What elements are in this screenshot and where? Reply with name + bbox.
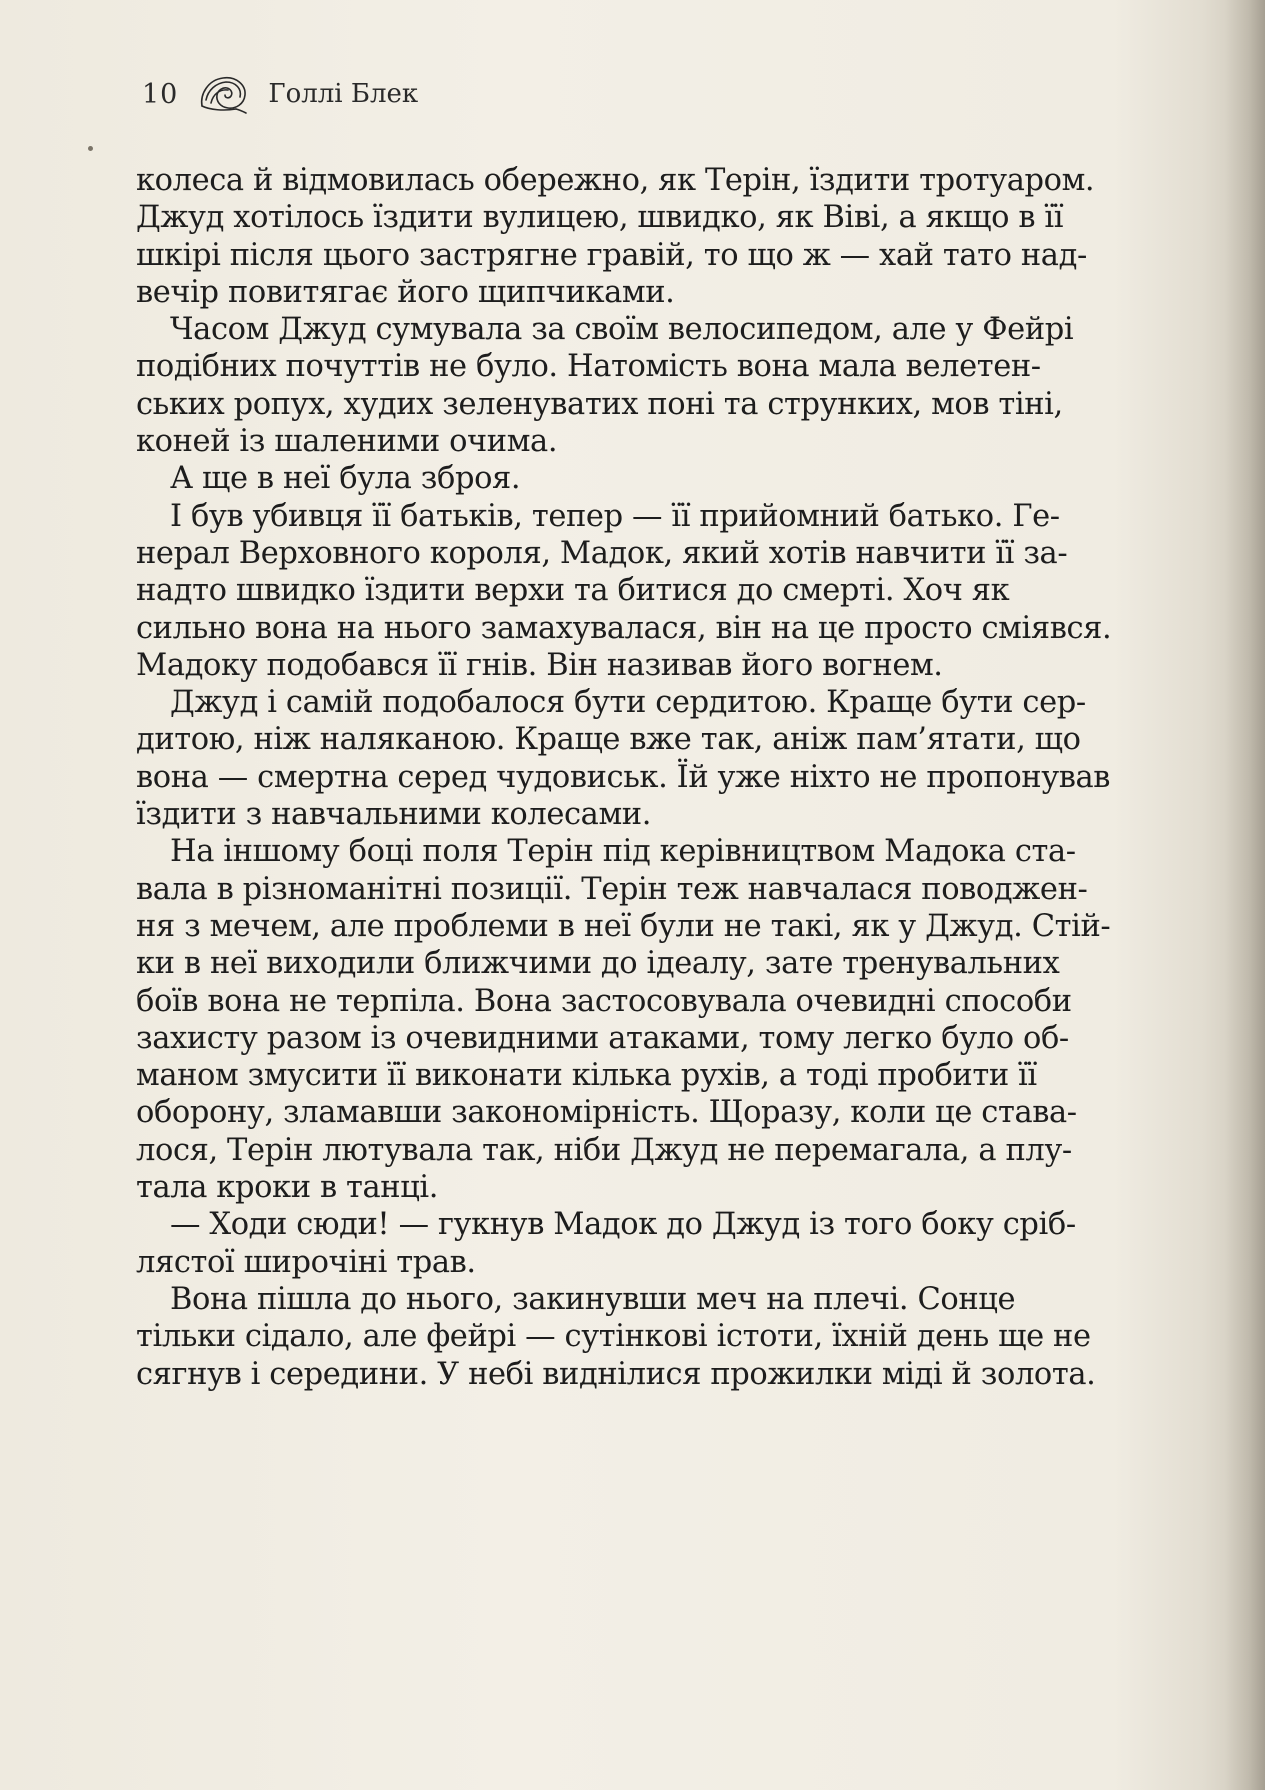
text-line: сильно вона на нього замахувалася, він на це просто сміявся. xyxy=(136,610,1112,646)
text-line: тільки сідало, але фейрі — сутінкові істоти, їхній день ще не xyxy=(136,1319,1091,1355)
text-line: вала в різноманітні позиції. Терін теж навчалася поводжен- xyxy=(136,871,1088,907)
text-line: надто швидко їздити верхи та битися до смерті. Хоч як xyxy=(136,573,1010,609)
text-line: ня з мечем, але проблеми в неї були не такі, як у Джуд. Стій- xyxy=(136,908,1111,944)
text-line: оборону, зламавши закономірність. Щоразу, коли це става- xyxy=(136,1095,1077,1131)
text-line: сягнув і середини. У небі виднілися прожилки міді й золота. xyxy=(136,1356,1096,1392)
spine-shadow xyxy=(1225,0,1265,1790)
text-line: вечір повитягає його щипчиками. xyxy=(136,274,675,310)
text-line: захисту разом із очевидними атаками, тому легко було об- xyxy=(136,1020,1069,1056)
text-line: Вона пішла до нього, закинувши меч на плечі. Сонце xyxy=(170,1281,1016,1317)
paper-speck xyxy=(88,146,93,151)
text-line: коней із шаленими очима. xyxy=(136,424,558,460)
text-line: нерал Верховного короля, Мадок, який хотів навчити її за- xyxy=(136,535,1068,571)
text-line: ських ропух, худих зеленуватих поні та струнких, мов тіні, xyxy=(136,386,1063,422)
text-line: На іншому боці поля Терін під керівництвом Мадока ста- xyxy=(170,834,1076,870)
text-line: їздити з навчальними колесами. xyxy=(136,797,652,833)
text-line: І був убивця її батьків, тепер — її прийомний батько. Ге- xyxy=(170,498,1060,534)
text-line: тала кроки в танці. xyxy=(136,1170,439,1206)
text-line: подібних почуттів не було. Натомість вона мала велетен- xyxy=(136,349,1041,385)
text-line: Часом Джуд сумувала за своїм велосипедом, але у Фейрі xyxy=(170,312,1074,348)
text-line: лястої широчіні трав. xyxy=(136,1244,476,1280)
text-line: Джуд і самій подобалося бути сердитою. Краще бути сер- xyxy=(170,685,1086,721)
page-number: 10 xyxy=(142,78,179,110)
text-line: А ще в неї була зброя. xyxy=(170,461,521,497)
running-head xyxy=(142,70,418,118)
text-line: — Ходи сюди! — гукнув Мадок до Джуд із того боку сріб- xyxy=(170,1207,1076,1243)
text-line: дитою, ніж наляканою. Краще вже так, аніж пам’ятати, що xyxy=(136,722,1081,758)
text-line: лося, Терін лютувала так, ніби Джуд не перемагала, а плу- xyxy=(136,1132,1072,1168)
text-line: маном змусити її виконати кілька рухів, а тоді пробити її xyxy=(136,1058,1037,1094)
text-line: боїв вона не терпіла. Вона застосовувала очевидні способи xyxy=(136,983,1072,1019)
text-line: Джуд хотілось їздити вулицею, швидко, як Віві, а якщо в її xyxy=(136,200,1064,236)
text-line: ки в неї виходили ближчими до ідеалу, зате тренувальних xyxy=(136,946,1060,982)
author-name: Голлі Блек xyxy=(268,79,419,109)
text-line: Мадоку подобався її гнів. Він називав його вогнем. xyxy=(136,647,943,683)
text-line: вона — смертна серед чудовиськ. Їй уже ніхто не пропонував xyxy=(136,759,1111,795)
text-line: колеса й відмовилась обережно, як Терін, їздити тротуаром. xyxy=(136,163,1095,198)
body-text xyxy=(136,162,1178,1393)
text-line: шкірі після цього застрягне гравій, то що ж — хай тато над- xyxy=(136,237,1087,273)
snail-shell-icon xyxy=(196,72,250,116)
